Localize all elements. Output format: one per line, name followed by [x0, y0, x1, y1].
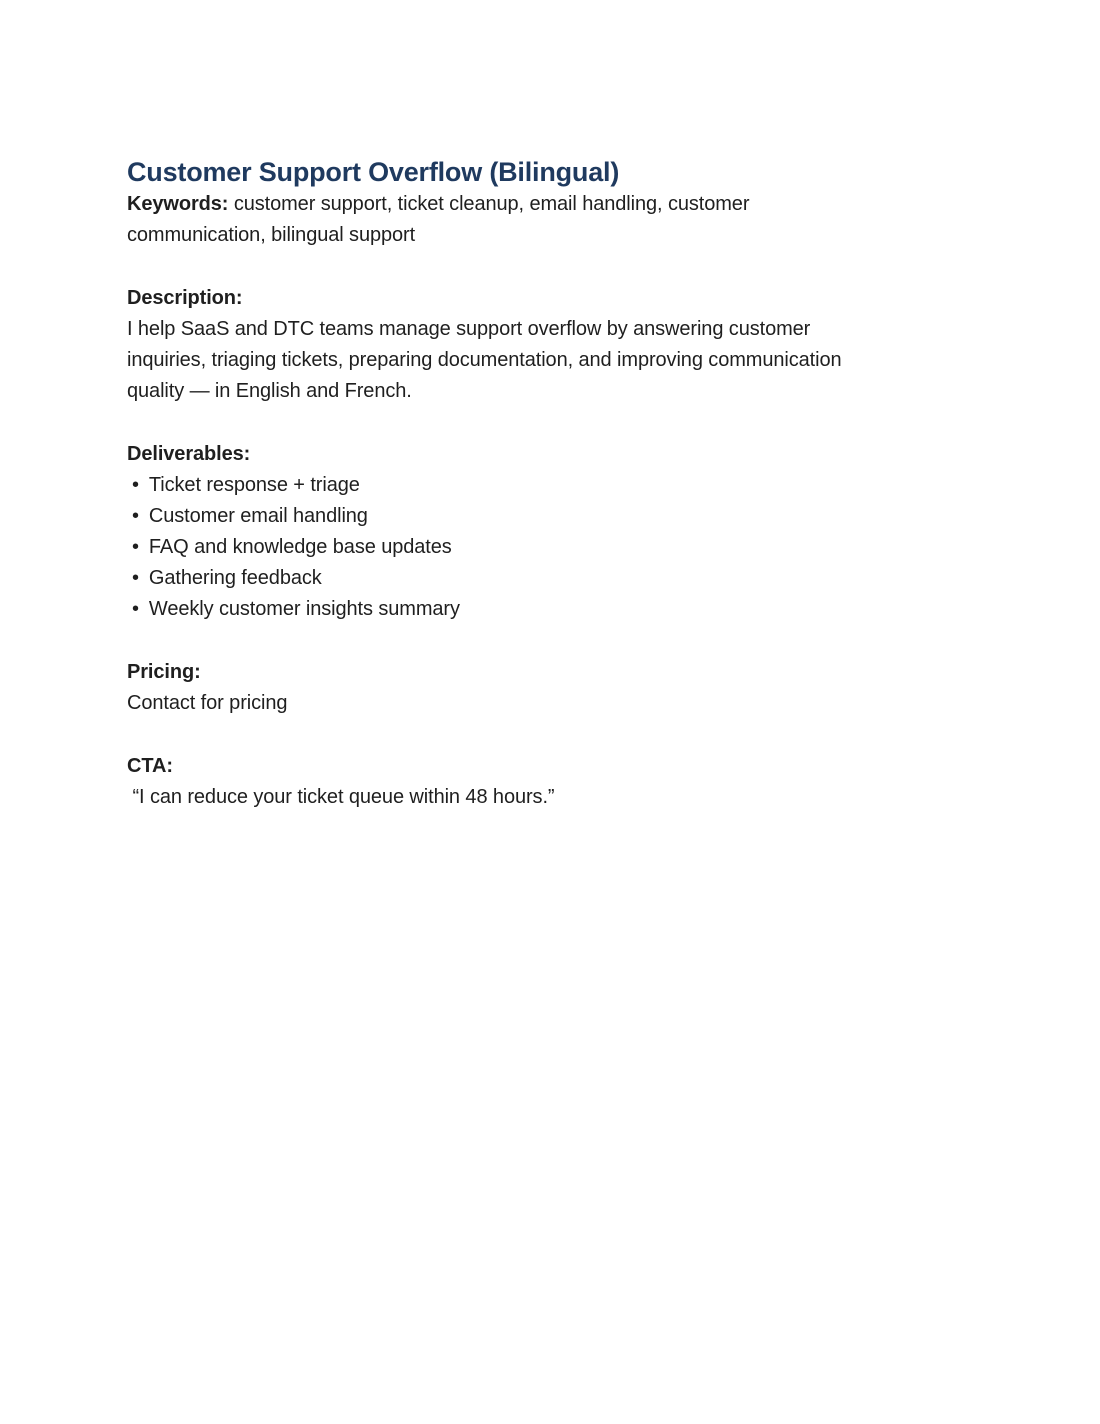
- cta-section: [127, 751, 845, 813]
- deliverables-label: Deliverables:: [127, 443, 251, 465]
- list-item-text: FAQ and knowledge base updates: [148, 536, 452, 558]
- list-item: [132, 501, 845, 532]
- pricing-text: Contact for pricing: [127, 692, 288, 714]
- bullet-icon: •: [132, 474, 139, 496]
- cta-text: “I can reduce your ticket queue within 48 hours.”: [127, 786, 555, 808]
- pricing-label: Pricing:: [127, 661, 201, 683]
- deliverables-list: [127, 470, 845, 625]
- cta-label: CTA:: [127, 755, 173, 777]
- pricing-section: [127, 657, 845, 719]
- keywords-section: [127, 189, 845, 251]
- bullet-icon: •: [132, 598, 139, 620]
- list-item-text: Ticket response + triage: [148, 474, 360, 496]
- description-label: Description:: [127, 287, 243, 309]
- keywords-text: customer support, ticket cleanup, email handling, customer communication, bilingual support: [127, 193, 750, 246]
- bullet-icon: •: [132, 536, 139, 558]
- description-section: [127, 283, 845, 407]
- list-item-text: Gathering feedback: [148, 567, 322, 589]
- keywords-label: Keywords:: [127, 193, 229, 215]
- page-title: Customer Support Overflow (Bilingual): [127, 157, 620, 187]
- bullet-icon: •: [132, 505, 139, 527]
- list-item: [132, 532, 845, 563]
- list-item: [132, 470, 845, 501]
- list-item: [132, 563, 845, 594]
- list-item: [132, 594, 845, 625]
- bullet-icon: •: [132, 567, 139, 589]
- list-item-text: Customer email handling: [148, 505, 368, 527]
- description-text: I help SaaS and DTC teams manage support overflow by answering customer inquiries, triaging tickets, preparing documentation, and improving communication quality — in English and French.: [127, 318, 842, 402]
- list-item-text: Weekly customer insights summary: [148, 598, 460, 620]
- deliverables-section: [127, 439, 845, 625]
